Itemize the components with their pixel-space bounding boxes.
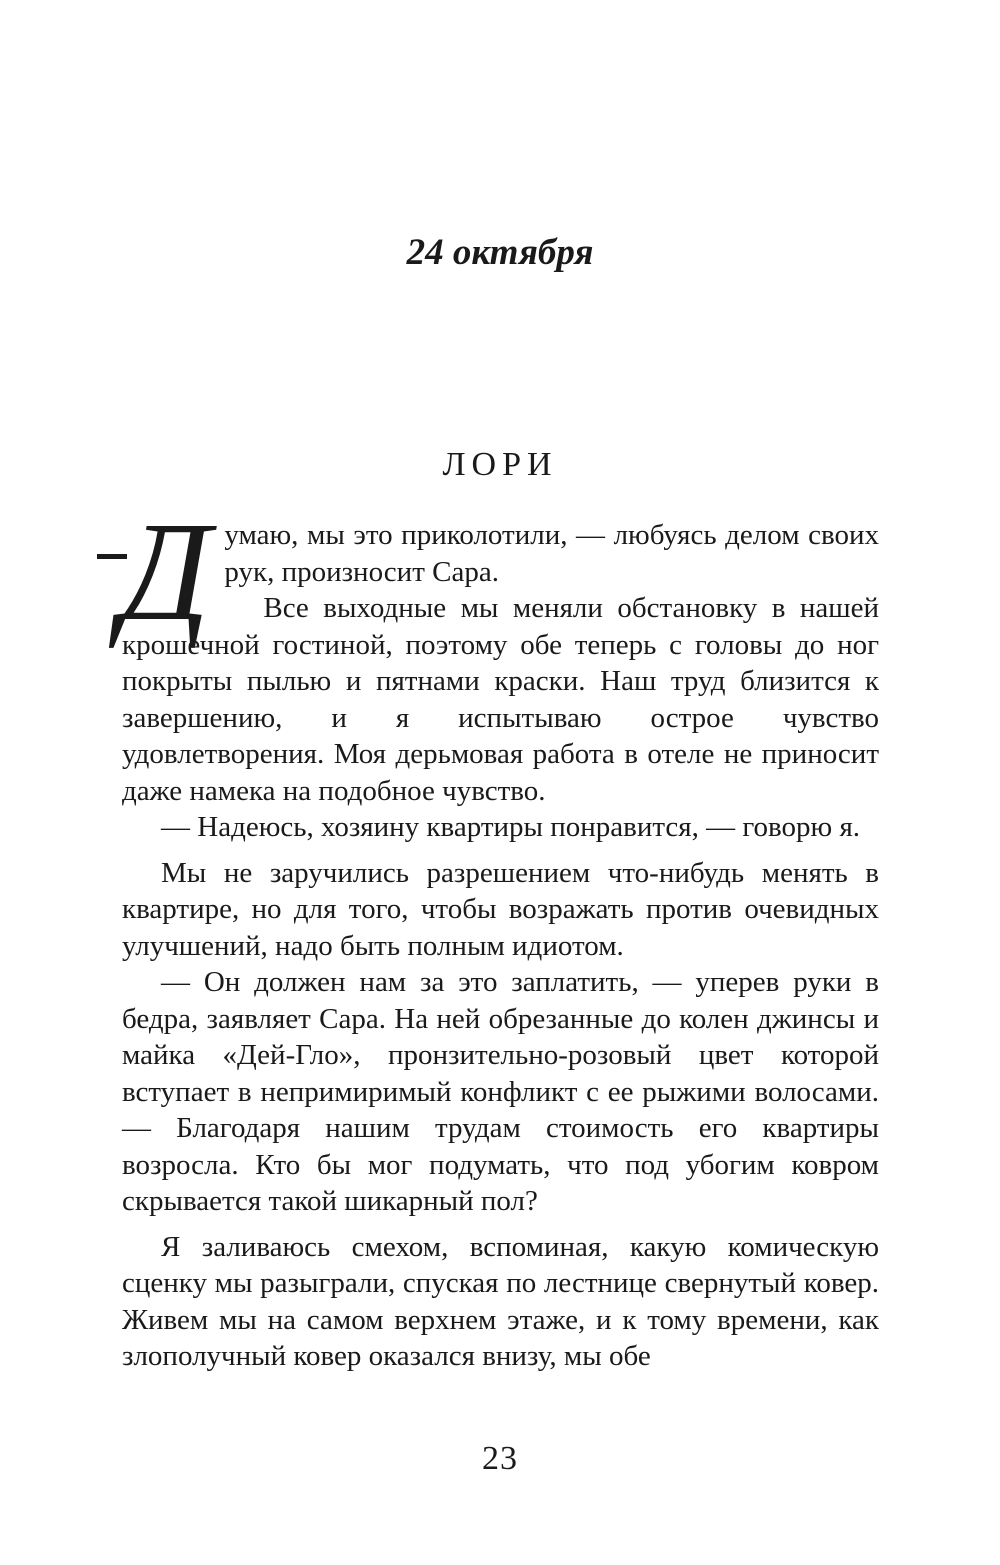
paragraph: Я заливаюсь смехом, вспоминая, какую комическую сценку мы разыграли, спуская по лестнице свернутый ковер. Живем мы на самом верхнем этаже, и к тому времени, как злополучный ковер оказался внизу, мы обе <box>122 1230 879 1372</box>
paragraph-text: умаю, мы это приколотили, — любуясь делом своих рук, произносит Сара. <box>224 519 879 588</box>
paragraph: — Он должен нам за это заплатить, — уперев руки в бедра, заявляет Сара. На ней обрезанные до колен джинсы и майка «Дей-Гло», пронзительно-розовый цвет которой вступает в непримиримый конфликт с ее рыжими волосами. — Благодаря нашим трудам стоимость его квартиры возросла. Кто бы мог подумать, что под убогим ковром скрывается такой шикарный пол? <box>122 966 879 1217</box>
paragraph: Мы не заручились разрешением что-нибудь менять в квартире, но для того, чтобы возражать против очевидных улучшений, надо быть полным идиотом. <box>122 856 879 962</box>
paragraph <box>120 492 879 650</box>
date-heading: 24 октября <box>406 232 594 273</box>
chapter-title: ЛОРИ <box>442 446 558 483</box>
paragraph: Все выходные мы меняли обстановку в нашей крошечной гостиной, поэтому обе теперь с головы до ног покрыты пылью и пятнами краски. Наш труд близится к завершению, и я испытываю острое чувство удовлетворения. Моя дерьмовая работа в отеле не приносит даже намека на подобное чувство. <box>122 592 879 807</box>
body-text <box>120 492 879 1375</box>
page-number: 23 <box>482 1440 518 1477</box>
drop-cap: Д <box>120 492 211 650</box>
paragraph: — Надеюсь, хозяину квартиры понравится, — говорю я. <box>161 811 861 843</box>
